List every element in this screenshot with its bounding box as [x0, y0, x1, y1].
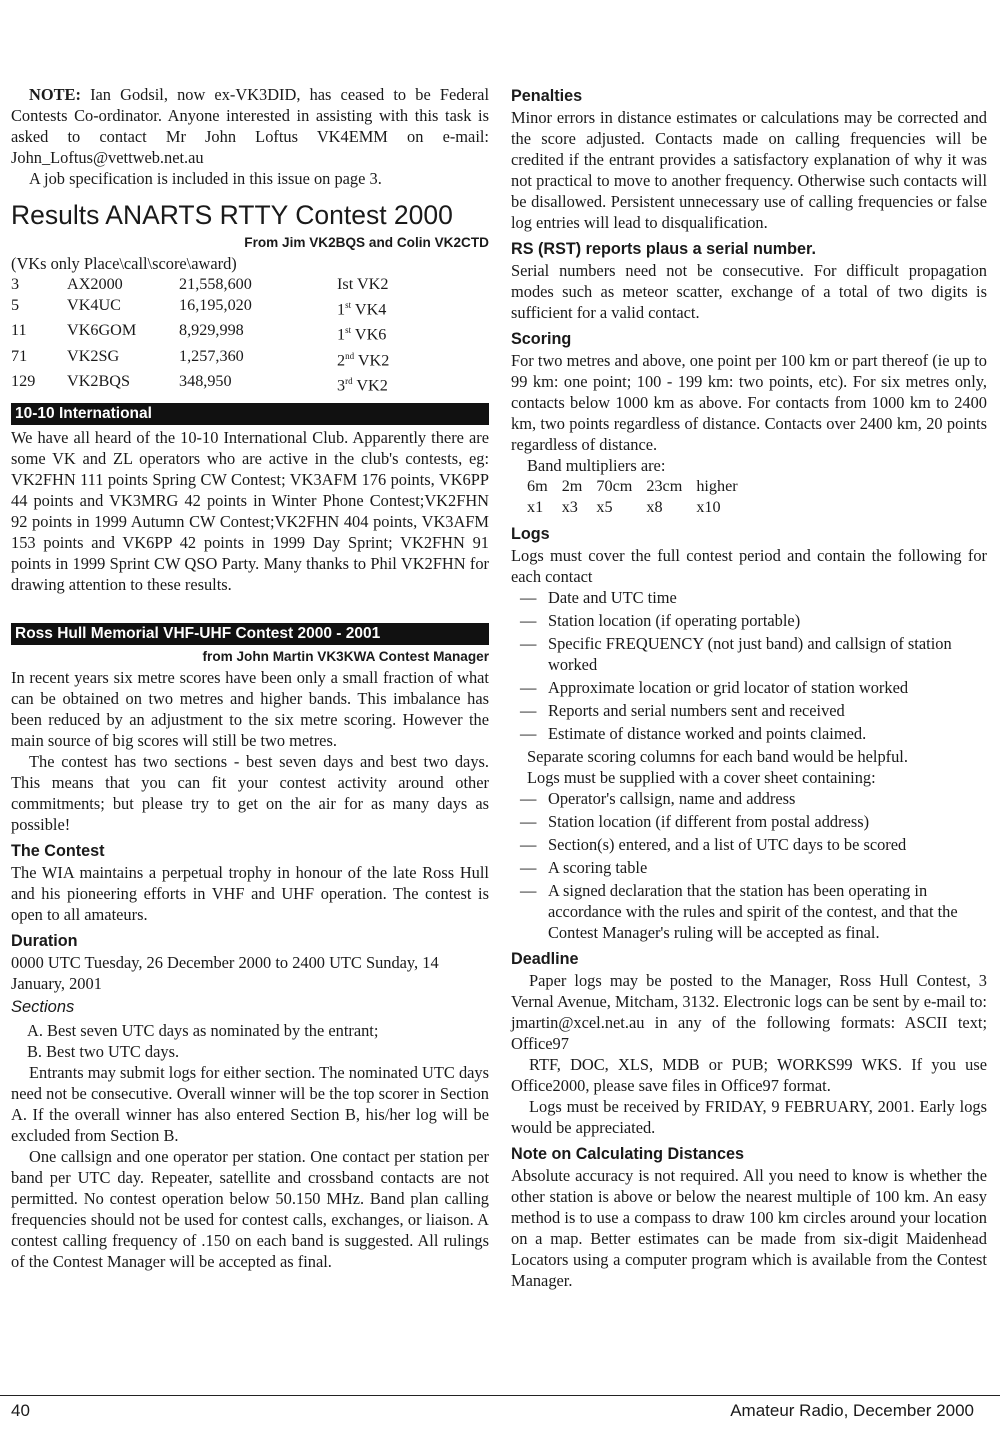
tenten-paragraph: We have all heard of the 10-10 International Club. Apparently there are some VK and ZL operators who are active in the club's contests, eg: VK2FHN 111 points Spring CW Contest; VK3AFM 176 points, VK6PP 44 points and VK3MRG 42 points in Winter Phone Contest;VK2FHN 92 points in 1999 Autumn CW Contest;VK2FHN 404 points, VK3AFM 153 points and VK6PP 42 points in 1999 Day Sprint; VK2FHN 91 points in 1999 Sprint CW QSO Party. Many thanks to Phil VK2FHN for drawing attention to these results. — [11, 427, 489, 594]
list-item: — Approximate location or grid locator of station worked — [511, 677, 987, 698]
award-ordinal-suffix: st — [345, 325, 352, 336]
list-item: — Date and UTC time — [511, 587, 987, 608]
table-row — [11, 371, 427, 396]
place-cell: 3 — [11, 275, 20, 293]
logs-paragraph: Logs must cover the full contest period and contain the following for each contact — [511, 546, 987, 586]
band-multipliers-table — [527, 476, 752, 518]
table-row — [527, 476, 752, 497]
score-cell: 8,929,998 — [179, 321, 244, 340]
band-multipliers-intro: Band multipliers are: — [527, 456, 666, 475]
separate-columns-note: Separate scoring columns for each band would be helpful. — [527, 747, 908, 766]
list-item: — A signed declaration that the station has been operating in accordance with the rules and spirit of the contest, and that the Contest Manager's ruling will be accepted as final. — [511, 880, 987, 943]
entrants-paragraph: Entrants may submit logs for either section. The nominated UTC days need not be consecutive. Overall winner will be the top scorer in Section A. If the overall winner has also entered Section B, his/her log will be excluded from Section B. — [11, 1062, 489, 1145]
place-cell: 71 — [11, 346, 28, 365]
award-ordinal: 1 — [337, 325, 346, 344]
call-cell: AX2000 — [67, 275, 123, 293]
list-item: — Estimate of distance worked and points claimed. — [511, 723, 987, 744]
score-cell: 348,950 — [179, 372, 232, 391]
left-column — [11, 84, 489, 1272]
deadline-paragraph-1: Paper logs may be posted to the Manager, Ross Hull Contest, 3 Vernal Avenue, Mitcham, 3132. Electronic logs can be sent by e-mail to: jmartin@xcel.net.au in any of the following formats: ASCII text; Office97 — [511, 971, 987, 1053]
rs-heading: RS (RST) reports plaus a serial number. — [511, 240, 816, 258]
contest-paragraph: The WIA maintains a perpetual trophy in honour of the late Ross Hull and his pioneering efforts in VHF and UHF operation. The contest is open to all amateurs. — [11, 862, 489, 924]
note-label: NOTE: — [29, 85, 81, 104]
band-cell: 70cm — [596, 477, 633, 495]
cover-sheet-list — [511, 788, 987, 943]
job-spec-note: A job specification is included in this issue on page 3. — [29, 169, 382, 188]
band-cell: 6m — [527, 477, 548, 495]
table-row — [11, 274, 427, 295]
call-cell: VK6GOM — [67, 321, 137, 340]
sections-heading: Sections — [11, 997, 75, 1016]
cover-sheet-intro: Logs must be supplied with a cover sheet containing: — [527, 768, 876, 787]
rosshull-section-bar: Ross Hull Memorial VHF-UHF Contest 2000 - 2001 — [11, 623, 489, 645]
magazine-issue: Amateur Radio, December 2000 — [730, 1401, 974, 1420]
distances-paragraph: Absolute accuracy is not required. All you need to know is whether the other station is above or below the nearest multiple of 100 km. An easy method is to use a compass to draw 100 km circles around your location on a map. Better estimates can be made from six-digit Maidenhead Locators using a computer program which is available from the Contest Manager. — [511, 1166, 987, 1290]
penalties-paragraph: Minor errors in distance estimates or calculations may be corrected and the score adjusted. Contacts made on calling frequencies will be credited if the entrant provides a satisfactory explanation of why it was not practical to move to another frequency. Otherwise such contacts will be disallowed. Persistent unnecessary use of calling frequencies or false log entries will lead to disqualification. — [511, 108, 987, 232]
contest-heading: The Contest — [11, 841, 105, 860]
note-paragraph — [11, 84, 489, 168]
place-cell: 5 — [11, 296, 20, 314]
distances-heading: Note on Calculating Distances — [511, 1145, 744, 1163]
band-cell: higher — [696, 477, 738, 495]
multiplier-cell: x10 — [696, 498, 721, 516]
note-text: Ian Godsil, now ex-VK3DID, has ceased to be Federal Contests Co-ordinator. Anyone interested in assisting with this task is asked to contact Mr John Loftus VK4EMM on e-mail: John_Loftus@vettweb.net.au — [11, 85, 489, 167]
rosshull-credit: from John Martin VK3KWA Contest Manager — [202, 648, 489, 664]
duration-heading: Duration — [11, 931, 78, 950]
rtty-title: Results ANARTS RTTY Contest 2000 — [11, 200, 453, 230]
penalties-heading: Penalties — [511, 87, 583, 105]
scoring-paragraph: For two metres and above, one point per 100 km or part thereof (ie up to 99 km: one point; 100 - 199 km: two points, etc). For six metres only, contacts below 1000 km as above. For contacts from 1000 km to 2400 km, two points regardless of distance. Contacts over 2400 km, 20 points regardless of distance. — [511, 351, 987, 454]
rtty-credit: From Jim VK2BQS and Colin VK2CTD — [244, 235, 489, 250]
rosshull-intro-paragraph: In recent years six metre scores have been only a small fraction of what can be obtained on two metres and higher bands. This imbalance has been reduced by an adjustment to the six metre scoring. However the main source of big scores will still be two metres. — [11, 667, 489, 750]
award-region: VK6 — [354, 325, 387, 344]
award-ordinal: 3 — [337, 376, 346, 395]
page-number: 40 — [11, 1401, 30, 1420]
award-cell: Ist VK2 — [337, 275, 389, 293]
scoring-heading: Scoring — [511, 330, 572, 348]
duration-paragraph: 0000 UTC Tuesday, 26 December 2000 to 2400 UTC Sunday, 14 January, 2001 — [11, 952, 439, 993]
call-cell: VK4UC — [67, 296, 121, 314]
rtty-results-table — [11, 274, 427, 397]
band-cell: 2m — [561, 477, 583, 495]
call-cell: VK2BQS — [67, 372, 130, 391]
score-cell: 1,257,360 — [179, 346, 244, 365]
award-cell — [337, 295, 427, 320]
list-item: — Section(s) entered, and a list of UTC days to be scored — [511, 834, 987, 855]
list-item: — Operator's callsign, name and address — [511, 788, 987, 809]
footer-rule — [0, 1395, 1000, 1396]
log-contents-list — [511, 587, 987, 744]
table-row — [11, 295, 427, 320]
award-ordinal-suffix: st — [345, 300, 352, 310]
list-item: — A scoring table — [511, 857, 987, 878]
multiplier-cell: x1 — [527, 498, 544, 516]
deadline-paragraph-2: RTF, DOC, XLS, MDB or PUB; WORKS99 WKS. If you use Office2000, please save files in Office97 format. — [511, 1055, 987, 1095]
multiplier-cell: x8 — [646, 498, 663, 516]
right-column — [511, 84, 987, 1291]
deadline-heading: Deadline — [511, 950, 579, 968]
award-cell — [337, 346, 427, 371]
rtty-results-header: (VKs only Place\call\score\award) — [11, 254, 237, 273]
rosshull-sections-paragraph: The contest has two sections - best seven days and best two days. This means that you can fit your contest activity around other commitments; but please try to get on the air for as many days as possible! — [11, 751, 489, 834]
table-row — [11, 346, 427, 371]
award-region: VK2 — [357, 351, 390, 370]
score-cell: 16,195,020 — [179, 296, 252, 314]
award-ordinal: 1 — [337, 300, 346, 319]
tenten-section-bar: 10-10 International — [11, 403, 489, 425]
award-region: VK4 — [354, 300, 387, 319]
band-cell: 23cm — [646, 477, 683, 495]
list-item: — Station location (if different from postal address) — [511, 811, 987, 832]
award-ordinal: 2 — [337, 351, 346, 370]
list-item: — Station location (if operating portable) — [511, 610, 987, 631]
call-cell: VK2SG — [67, 346, 120, 365]
award-ordinal-suffix: nd — [345, 350, 355, 361]
award-cell — [337, 320, 427, 345]
multiplier-cell: x3 — [561, 498, 578, 516]
list-item: — Reports and serial numbers sent and received — [511, 700, 987, 721]
logs-heading: Logs — [511, 525, 550, 543]
deadline-paragraph-3: Logs must be received by FRIDAY, 9 FEBRUARY, 2001. Early logs would be appreciated. — [511, 1097, 987, 1137]
award-ordinal-suffix: rd — [345, 376, 353, 387]
award-cell — [337, 371, 427, 396]
section-b: B. Best two UTC days. — [27, 1041, 180, 1061]
multiplier-cell: x5 — [596, 498, 613, 516]
table-row — [527, 497, 752, 518]
score-cell: 21,558,600 — [179, 275, 252, 293]
list-item: — Specific FREQUENCY (not just band) and callsign of station worked — [511, 633, 987, 675]
award-region: VK2 — [356, 376, 388, 395]
rules-paragraph: One callsign and one operator per station. One contact per station per band per UTC day. Repeater, satellite and crossband contacts are not permitted. No contest operation below 50.150 MHz. Band plan calling frequencies should not be used for contest calls, exchanges, or liaison. A contest calling frequency of .150 on each band is suggested. All rulings of the Contest Manager will be accepted as final. — [11, 1146, 489, 1271]
rs-paragraph: Serial numbers need not be consecutive. For difficult propagation modes such as meteor scatter, exchange of a total of two digits is sufficient for a valid contact. — [511, 261, 987, 322]
table-row — [11, 320, 427, 345]
place-cell: 11 — [11, 321, 27, 340]
place-cell: 129 — [11, 372, 36, 391]
section-a: A. Best seven UTC days as nominated by the entrant; — [27, 1020, 379, 1040]
